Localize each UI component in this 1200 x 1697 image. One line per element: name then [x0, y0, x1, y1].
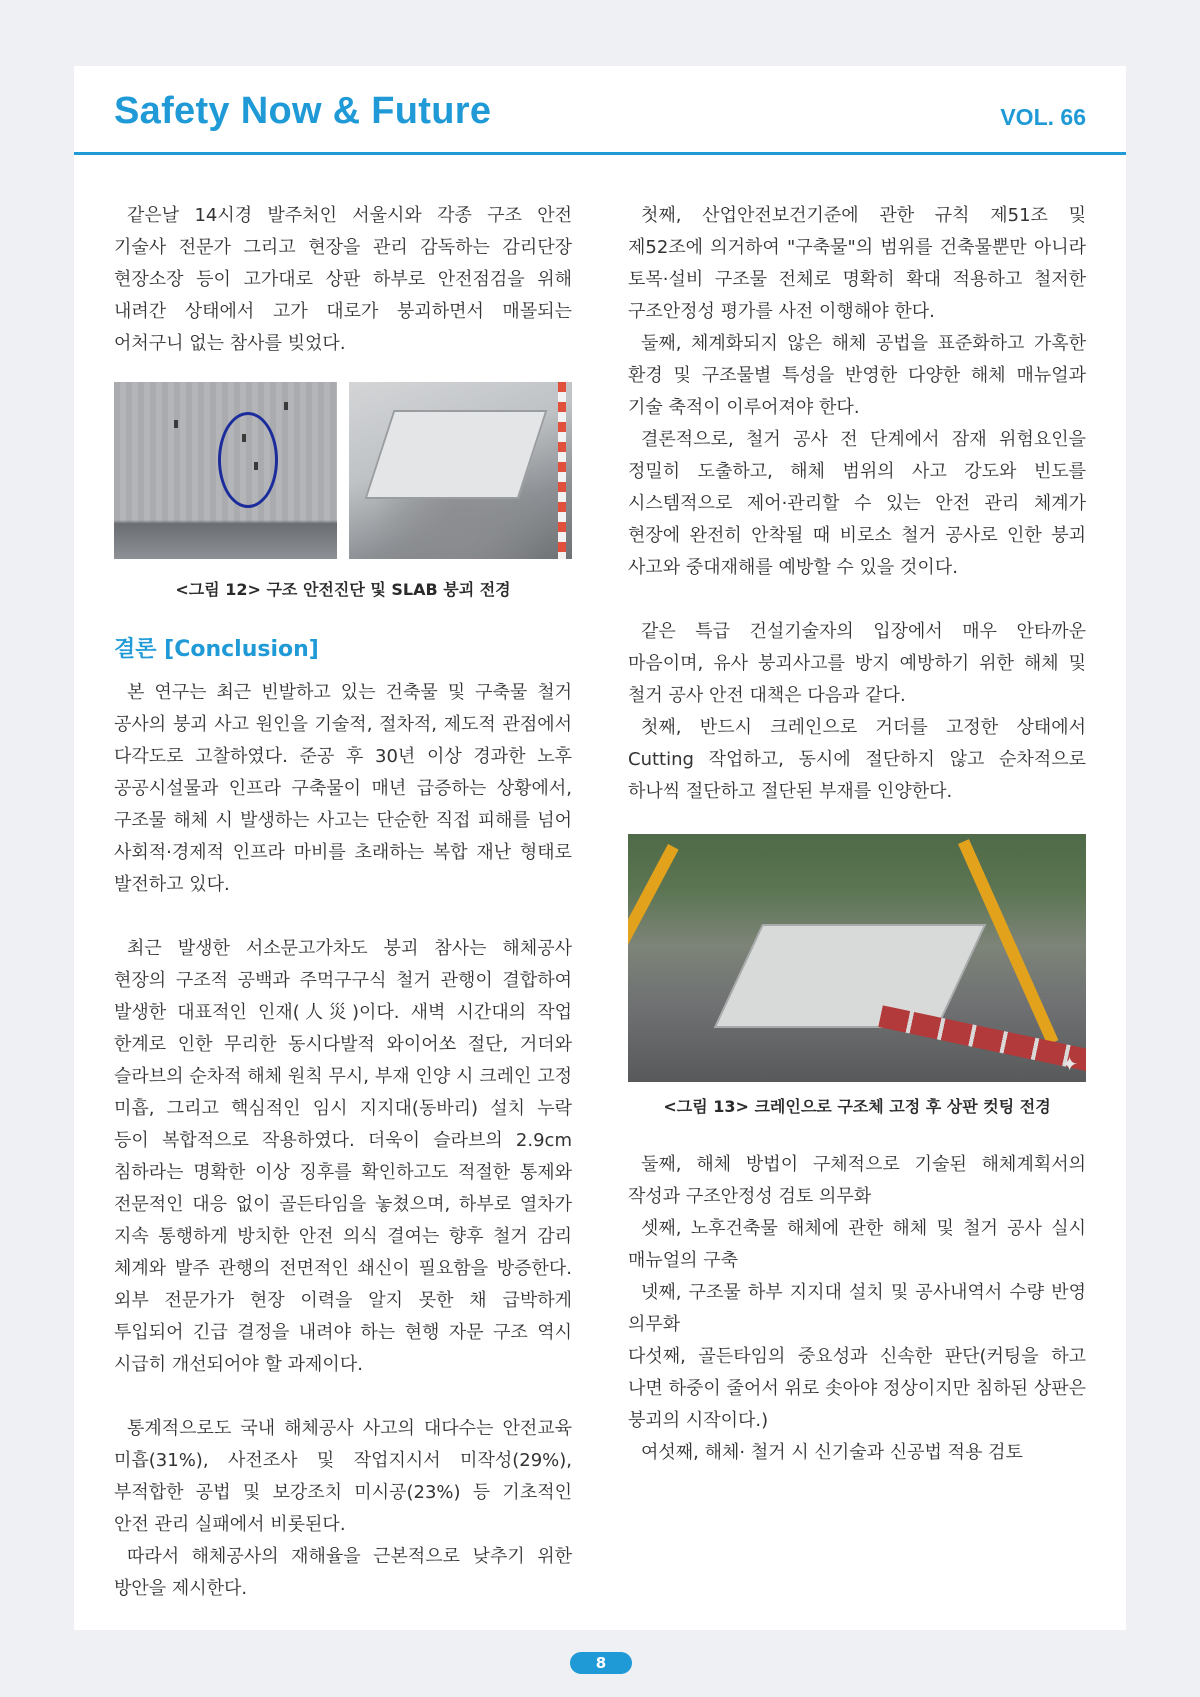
figure-13-caption: <그림 13> 크레인으로 구조체 고정 후 상판 컷팅 전경	[663, 1097, 1051, 1116]
paragraph: 둘째, 체계화되지 않은 해체 공법을 표준화하고 가혹한 환경 및 구조물별 특성을 반영한 다양한 해체 매뉴얼과 기술 축적이 이루어져야 한다.	[628, 333, 1086, 418]
sparkle-icon: ✦	[1061, 1052, 1078, 1076]
paragraph: 통계적으로도 국내 해체공사 사고의 대다수는 안전교육 미흡(31%), 사전조사 및 작업지시서 미작성(29%), 부적합한 공법 및 보강조치 미시공(23%) 등 기초적인 안전 관리 실패에서 비롯된다.	[114, 1418, 572, 1535]
paragraph: 첫째, 산업안전보건기준에 관한 규칙 제51조 및 제52조에 의거하여 "구축물"의 범위를 건축물뿐만 아니라 토목·설비 구조물 전체로 명확히 확대 적용하고 철저한 구조안정성 평가를 사전 이행해야 한다.	[628, 205, 1086, 322]
paragraph: 셋째, 노후건축물 해체에 관한 해체 및 철거 공사 실시 매뉴얼의 구축	[628, 1218, 1086, 1271]
worker-figure	[242, 434, 246, 442]
highlight-circle	[218, 412, 278, 508]
left-column	[114, 200, 572, 1605]
paragraph: 여섯째, 해체· 철거 시 신기술과 신공법 적용 검토	[641, 1442, 1023, 1463]
worker-figure	[254, 462, 258, 470]
paragraph: 둘째, 해체 방법이 구체적으로 기술된 해체계획서의 작성과 구조안정성 검토 의무화	[628, 1154, 1086, 1207]
volume-number: VOL. 66	[1000, 104, 1086, 130]
paragraph: 넷째, 구조물 하부 지지대 설치 및 공사내역서 수량 반영 의무화	[628, 1282, 1086, 1335]
paragraph: 결론적으로, 철거 공사 전 단계에서 잠재 위험요인을 정밀히 도출하고, 해체 범위의 사고 강도와 빈도를 시스템적으로 제어·관리할 수 있는 안전 관리 체계가 현장에 완전히 안착될 때 비로소 철거 공사로 인한 붕괴 사고와 중대재해를 예방할 수 있을 것이다.	[628, 429, 1086, 578]
worker-figure	[284, 402, 288, 410]
paragraph: 따라서 해체공사의 재해율을 근본적으로 낮추기 위한 방안을 제시한다.	[114, 1546, 572, 1599]
slab-shape	[365, 410, 548, 499]
header	[74, 66, 1126, 155]
worker-figure	[174, 420, 178, 428]
magazine-title: Safety Now & Future	[114, 90, 492, 132]
crane-boom	[628, 844, 679, 1070]
paragraph: 최근 발생한 서소문고가차도 붕괴 참사는 해체공사 현장의 구조적 공백과 주먹구구식 철거 관행이 결합하여 발생한 대표적인 인재(人災)이다. 새벽 시간대의 작업 한계로 인한 무리한 동시다발적 와이어쏘 절단, 거더와 슬라브의 순차적 해체 원칙 무시, 부재 인양 시 크레인 고정 미흡, 그리고 핵심적인 임시 지지대(동바리) 설치 누락 등이 복합적으로 작용하였다. 더욱이 슬라브의 2.9cm 침하라는 명확한 이상 징후를 확인하고도 적절한 통제와 전문적인 대응 없이 골든타임을 놓쳤으며, 하부로 열차가 지속 통행하게 방치한 안전 의식 결여는 향후 철거 감리 체계와 발주 관행의 전면적인 쇄신이 필요함을 방증한다. 외부 전문가가 현장 이력을 알지 못한 채 급박하게 투입되어 긴급 결정을 내려야 하는 현행 자문 구조 역시 시급히 개선되어야 할 과제이다.	[114, 938, 572, 1375]
paragraph: 같은날 14시경 발주처인 서울시와 각종 구조 안전 기술사 전문가 그리고 현장을 관리 감독하는 감리단장 현장소장 등이 고가대로 상판 하부로 안전점검을 위해 내려간 상태에서 고가 대로가 붕괴하면서 매몰되는 어처구니 없는 참사를 빚었다.	[114, 205, 572, 354]
page-number: 8	[570, 1652, 632, 1674]
crane-photo	[628, 834, 1086, 1082]
figure-12	[114, 382, 572, 559]
slab-shape	[714, 924, 986, 1028]
right-column	[628, 200, 1086, 1469]
inspection-photo	[114, 382, 337, 559]
paragraph: 같은 특급 건설기술자의 입장에서 매우 안타까운 마음이며, 유사 붕괴사고를 방지 예방하기 위한 해체 및 철거 공사 안전 대책은 다음과 같다.	[628, 621, 1086, 706]
figure-12-caption: <그림 12> 구조 안전진단 및 SLAB 붕괴 전경	[175, 580, 511, 599]
paragraph: 본 연구는 최근 빈발하고 있는 건축물 및 구축물 철거 공사의 붕괴 사고 원인을 기술적, 절차적, 제도적 관점에서 다각도로 고찰하였다. 준공 후 30년 이상 경과한 노후 공공시설물과 인프라 구축물이 매년 급증하는 상황에서, 구조물 해체 시 발생하는 사고는 단순한 직접 피해를 넘어 사회적·경제적 인프라 마비를 초래하는 복합 재난 형태로 발전하고 있다.	[114, 682, 572, 895]
slab-collapse-photo	[349, 382, 572, 559]
paragraph: 첫째, 반드시 크레인으로 거더를 고정한 상태에서 Cutting 작업하고, 동시에 절단하지 않고 순차적으로 하나씩 절단하고 절단된 부재를 인양한다.	[628, 717, 1086, 802]
section-title: 결론 [Conclusion]	[114, 637, 319, 662]
rail-barrier	[558, 382, 566, 559]
page	[74, 66, 1126, 1630]
paragraph: 다섯째, 골든타임의 중요성과 신속한 판단(커팅을 하고 나면 하중이 줄어서 위로 솟아야 정상이지만 침하된 상판은 붕괴의 시작이다.)	[628, 1346, 1086, 1431]
